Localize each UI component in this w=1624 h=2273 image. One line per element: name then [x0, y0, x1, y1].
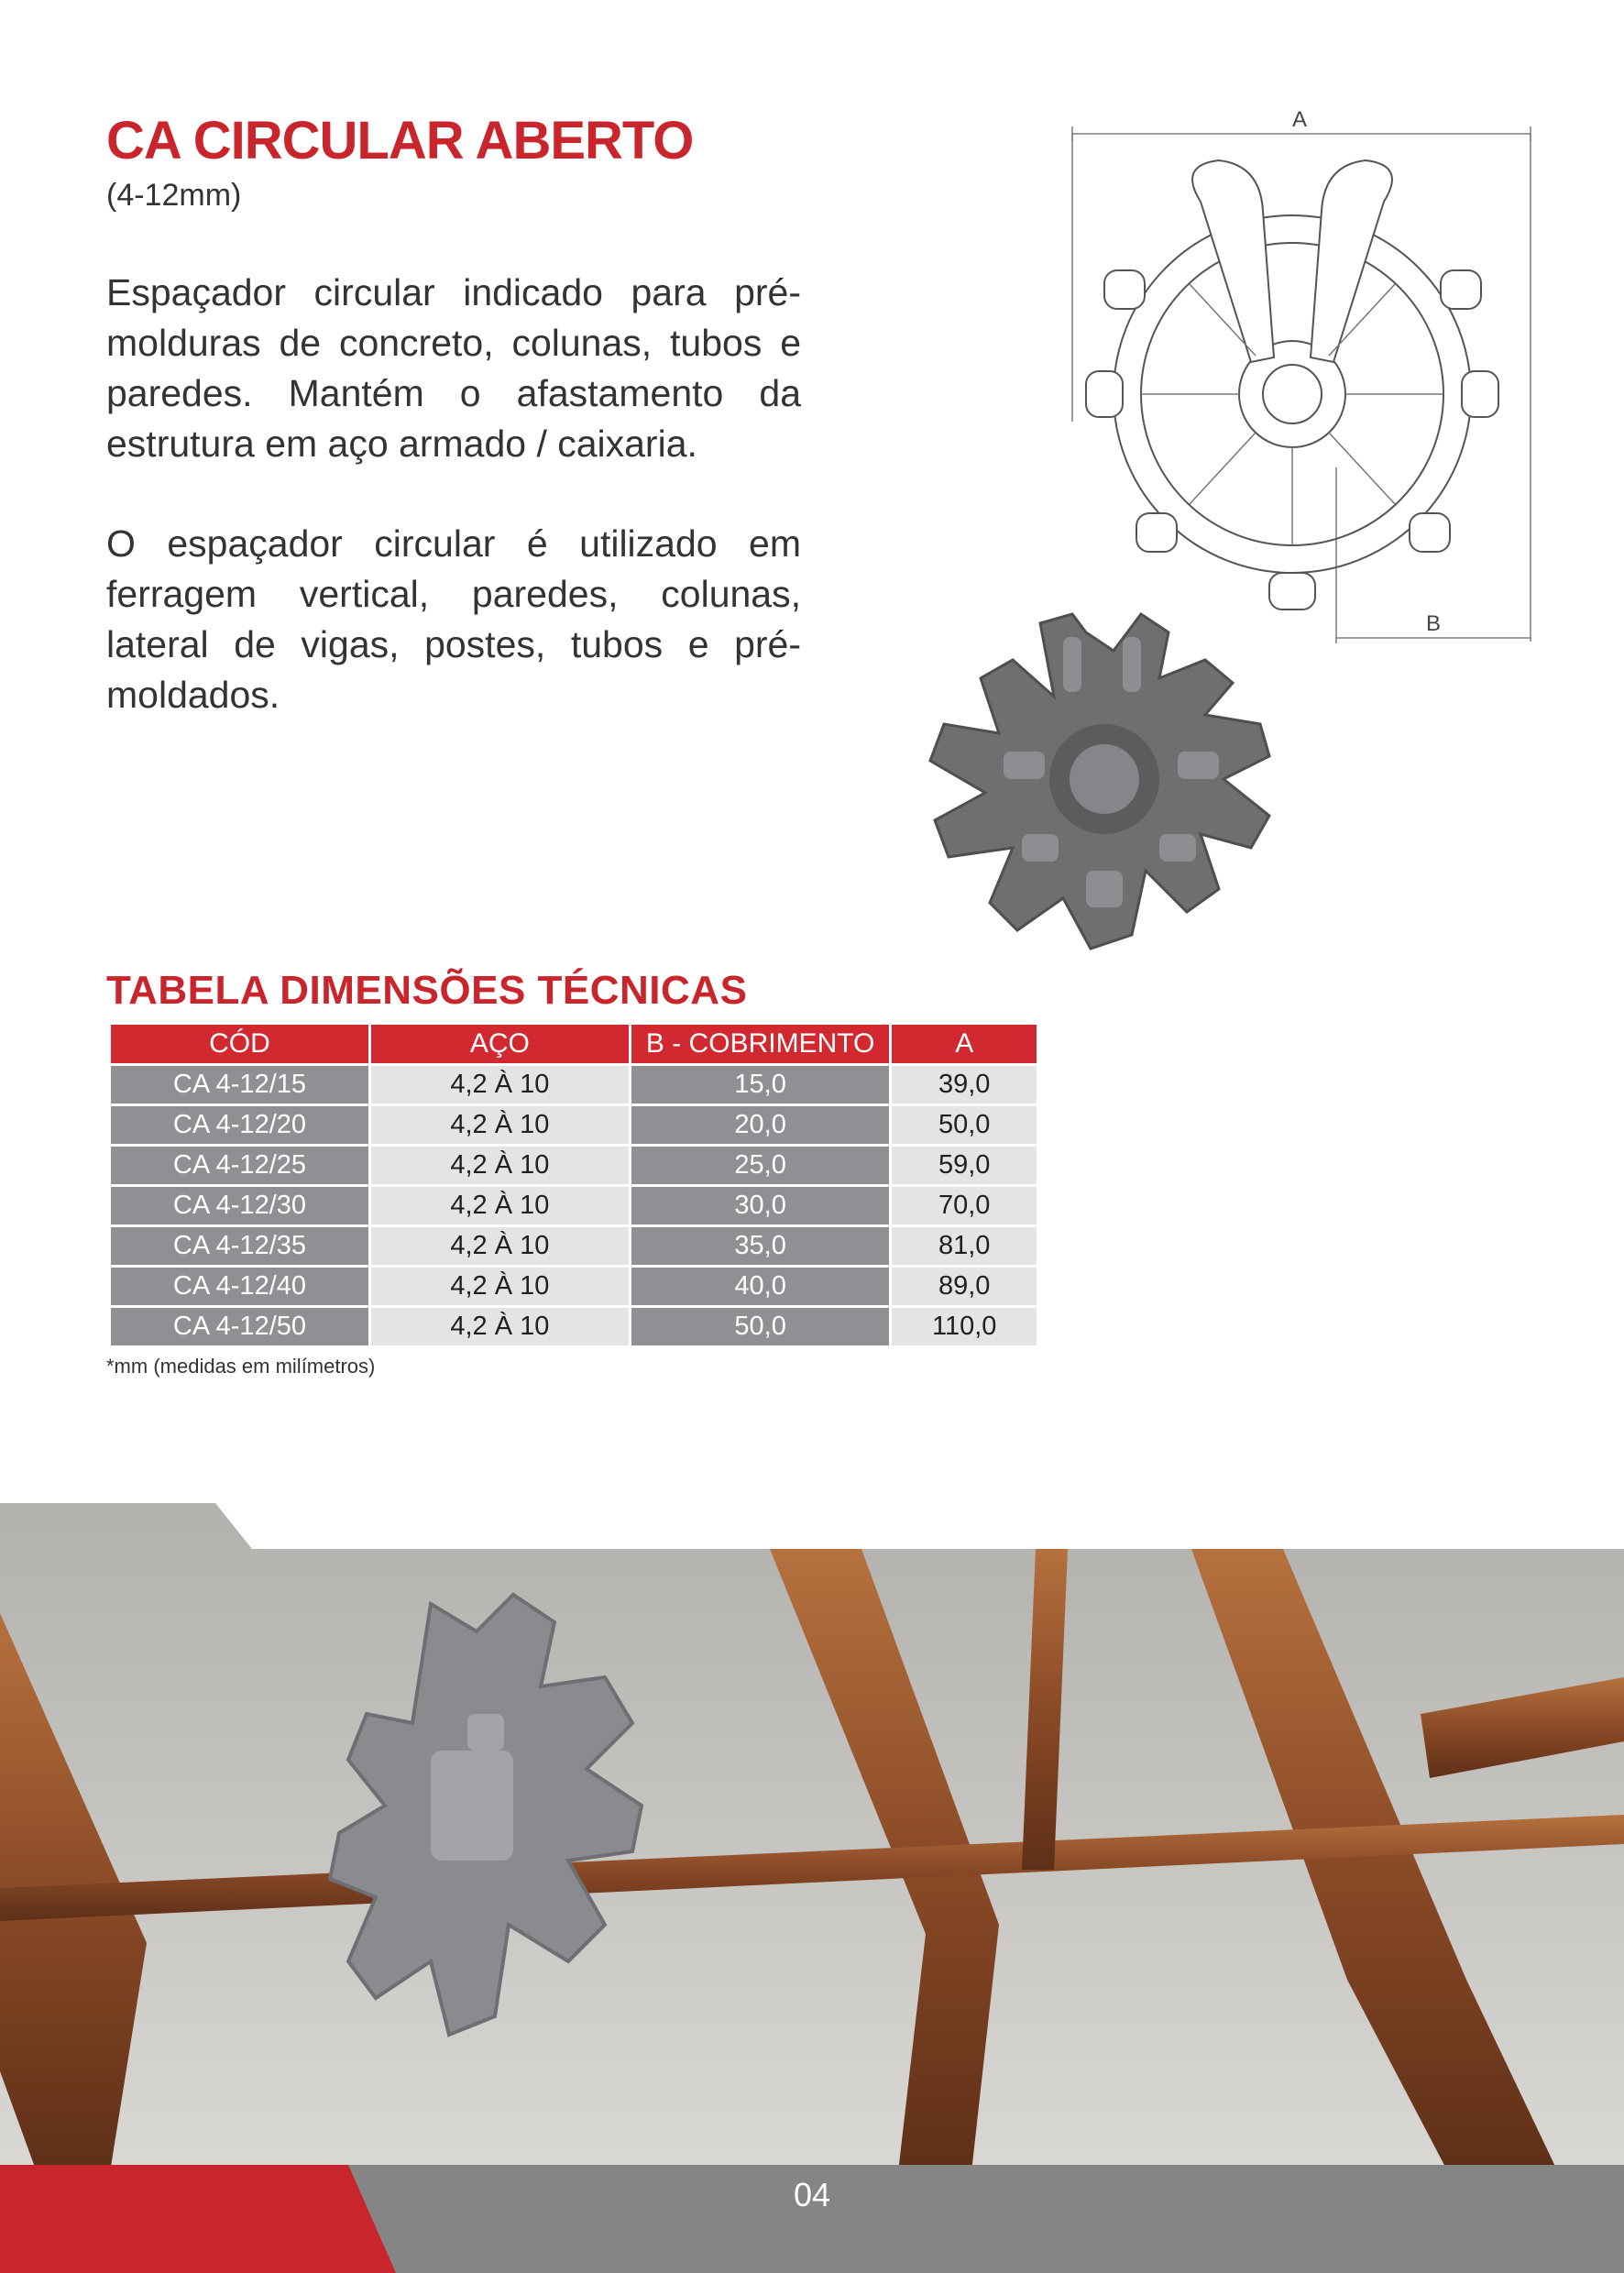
cell-b: 20,0	[631, 1106, 890, 1144]
header-aco: AÇO	[371, 1025, 629, 1063]
cell-a: 89,0	[892, 1268, 1037, 1305]
cell-aco: 4,2 À 10	[371, 1106, 629, 1144]
cell-a: 50,0	[892, 1106, 1037, 1144]
cell-a: 39,0	[892, 1066, 1037, 1104]
table-row	[111, 1187, 1037, 1224]
cell-b: 15,0	[631, 1066, 890, 1104]
table-header-row	[111, 1025, 1037, 1063]
dimension-a-label: A	[1291, 110, 1308, 132]
description-paragraph-2: O espaçador circular é utilizado em ferragem vertical, paredes, colunas, lateral de vigas, postes, tubos e pré-moldados.	[106, 522, 801, 716]
product-render-image	[857, 596, 1315, 999]
cell-cod: CA 4-12/30	[111, 1187, 368, 1224]
cell-aco: 4,2 À 10	[371, 1227, 629, 1265]
table-row	[111, 1147, 1037, 1184]
cell-a: 110,0	[892, 1308, 1037, 1345]
cell-aco: 4,2 À 10	[371, 1066, 629, 1104]
cell-cod: CA 4-12/25	[111, 1147, 368, 1184]
cell-b: 35,0	[631, 1227, 890, 1265]
technical-drawing	[1063, 110, 1540, 651]
dimension-b-label: B	[1425, 611, 1442, 636]
table-row	[111, 1268, 1037, 1305]
header-a: A	[892, 1025, 1037, 1063]
cell-a: 81,0	[892, 1227, 1037, 1265]
cell-a: 59,0	[892, 1147, 1037, 1184]
cell-aco: 4,2 À 10	[371, 1147, 629, 1184]
cell-aco: 4,2 À 10	[371, 1268, 629, 1305]
table-footnote: *mm (medidas em milímetros)	[106, 1355, 376, 1378]
product-size-range: (4-12mm)	[106, 178, 242, 213]
table-row	[111, 1106, 1037, 1144]
cell-cod: CA 4-12/50	[111, 1308, 368, 1345]
page-number: 04	[793, 2176, 831, 2213]
cell-aco: 4,2 À 10	[371, 1187, 629, 1224]
cell-b: 25,0	[631, 1147, 890, 1184]
description-paragraph-1: Espaçador circular indicado para pré-molduras de concreto, colunas, tubos e paredes. Mantém o afastamento da estrutura em aço armado / caixaria.	[106, 271, 801, 465]
technical-dimensions-table	[108, 1022, 1039, 1348]
table-row	[111, 1066, 1037, 1104]
cell-cod: CA 4-12/15	[111, 1066, 368, 1104]
cell-b: 50,0	[631, 1308, 890, 1345]
cell-b: 40,0	[631, 1268, 890, 1305]
cell-a: 70,0	[892, 1187, 1037, 1224]
header-cod: CÓD	[111, 1025, 368, 1063]
product-title: CA CIRCULAR ABERTO	[106, 111, 694, 170]
cell-b: 30,0	[631, 1187, 890, 1224]
table-title: TABELA DIMENSÕES TÉCNICAS	[106, 968, 748, 1013]
cell-cod: CA 4-12/35	[111, 1227, 368, 1265]
cell-cod: CA 4-12/40	[111, 1268, 368, 1305]
cell-aco: 4,2 À 10	[371, 1308, 629, 1345]
cell-cod: CA 4-12/20	[111, 1106, 368, 1144]
table-row	[111, 1227, 1037, 1265]
header-b-cobrimento: B - COBRIMENTO	[631, 1025, 890, 1063]
table-row	[111, 1308, 1037, 1345]
application-photo	[0, 1503, 1624, 2172]
